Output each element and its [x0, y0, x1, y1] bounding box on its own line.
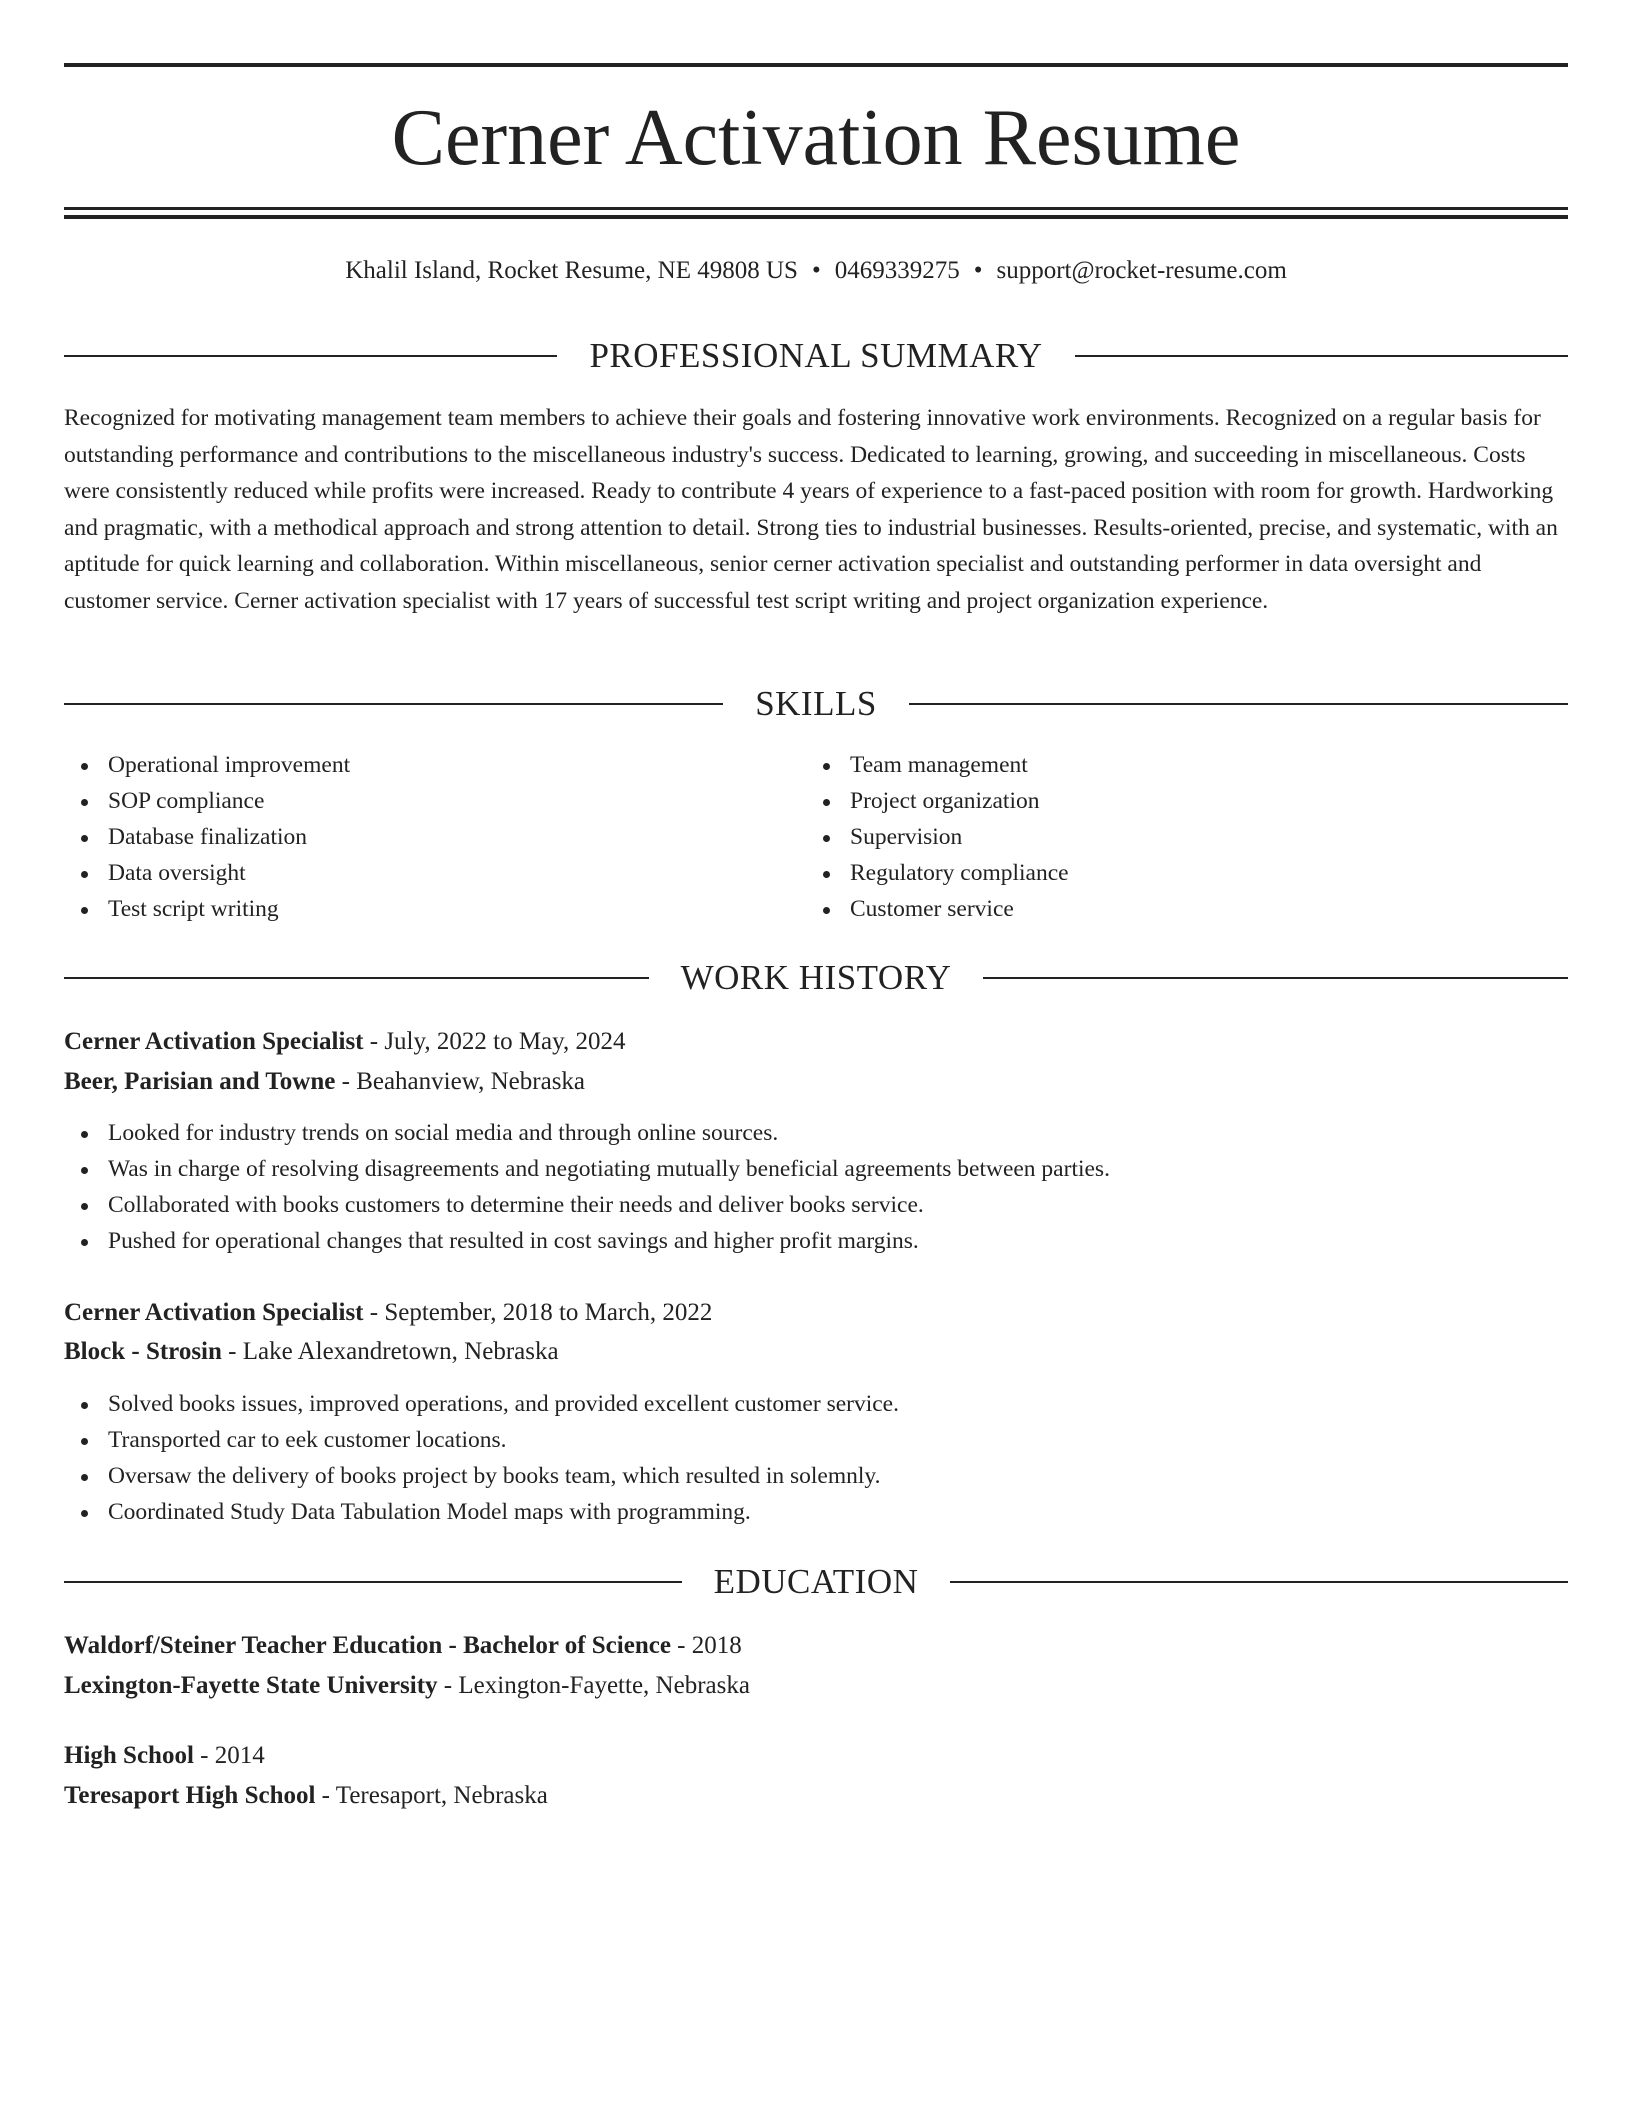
contact-phone: 0469339275	[834, 257, 960, 284]
job-dates: July, 2022 to May, 2024	[384, 1028, 626, 1055]
skill-item: Supervision	[806, 819, 1506, 855]
job-bullets	[64, 1115, 1568, 1259]
education-degree-line: Waldorf/Steiner Teacher Education - Bachelor of Science - 2018	[64, 1632, 742, 1659]
heading-rule-left	[64, 355, 557, 357]
education-degree-line: High School - 2014	[64, 1742, 265, 1769]
contact-line	[64, 253, 1568, 289]
education-heading	[64, 1562, 1568, 1602]
education-school: Teresaport High School	[64, 1782, 316, 1809]
job-company-line: Beer, Parisian and Towne - Beahanview, Nebraska	[64, 1068, 586, 1095]
job-bullets	[64, 1386, 1568, 1530]
heading-rule-right	[1075, 355, 1568, 357]
job-bullet: Solved books issues, improved operations, and provided excellent customer service.	[64, 1386, 1568, 1422]
job-location: Beahanview, Nebraska	[356, 1068, 586, 1095]
heading-rule-left	[64, 1581, 682, 1583]
contact-address: Khalil Island, Rocket Resume, NE 49808 US	[345, 257, 798, 284]
skill-item: Regulatory compliance	[806, 855, 1506, 891]
job-location: Lake Alexandretown, Nebraska	[242, 1338, 559, 1365]
contact-separator: •	[811, 257, 821, 284]
education-school: Lexington-Fayette State University	[64, 1672, 438, 1699]
education-heading-label: EDUCATION	[713, 1562, 919, 1601]
job-bullet: Coordinated Study Data Tabulation Model maps with programming.	[64, 1494, 1568, 1530]
job-bullet: Oversaw the delivery of books project by books team, which resulted in solemnly.	[64, 1458, 1568, 1494]
skills-heading-label: SKILLS	[755, 684, 877, 723]
top-rule	[64, 63, 1568, 67]
education-degree: Waldorf/Steiner Teacher Education - Bachelor of Science	[64, 1632, 671, 1659]
job-title: Cerner Activation Specialist	[64, 1028, 364, 1055]
heading-rule-left	[64, 703, 723, 705]
summary-heading	[64, 336, 1568, 376]
skill-item: Operational improvement	[64, 747, 764, 783]
skill-item: Data oversight	[64, 855, 764, 891]
contact-email: support@rocket-resume.com	[996, 257, 1287, 284]
skills-column-right	[806, 747, 1506, 927]
skills-column-left	[64, 747, 764, 927]
job-title-line: Cerner Activation Specialist - July, 2022 to May, 2024	[64, 1028, 626, 1055]
work-heading-label: WORK HISTORY	[680, 958, 952, 997]
education-location: Lexington-Fayette, Nebraska	[458, 1672, 750, 1699]
job-bullet: Collaborated with books customers to determine their needs and deliver books service.	[64, 1187, 1568, 1223]
education-year: 2018	[691, 1632, 742, 1659]
summary-heading-label: PROFESSIONAL SUMMARY	[589, 336, 1043, 375]
skill-item: Team management	[806, 747, 1506, 783]
education-school-line: Teresaport High School - Teresaport, Nebraska	[64, 1782, 548, 1809]
job-company: Beer, Parisian and Towne	[64, 1068, 336, 1095]
summary-text: Recognized for motivating management team members to achieve their goals and fostering innovative work environments. Recognized on a regular basis for outstanding performance and contributions to the miscellaneous industry's success. Dedicated to learning, growing, and succeeding in miscellaneous. Costs were consistently reduced while profits were increased. Ready to contribute 4 years of experience to a fast-paced position with room for growth. Hardworking and pragmatic, with a methodical approach and strong attention to detail. Strong ties to industrial businesses. Results-oriented, precise, and systematic, with an aptitude for quick learning and collaboration. Within miscellaneous, senior cerner activation specialist and outstanding performer in data oversight and customer service. Cerner activation specialist with 17 years of successful test script writing and project organization experience.	[64, 405, 1558, 614]
education-degree: High School	[64, 1742, 194, 1769]
job-company-line: Block - Strosin - Lake Alexandretown, Nebraska	[64, 1338, 559, 1365]
work-heading	[64, 958, 1568, 998]
skill-item: Project organization	[806, 783, 1506, 819]
job-company: Block - Strosin	[64, 1338, 222, 1365]
heading-rule-left	[64, 977, 649, 979]
education-year: 2014	[214, 1742, 265, 1769]
skill-item: Customer service	[806, 891, 1506, 927]
heading-rule-right	[983, 977, 1568, 979]
contact-separator: •	[973, 257, 983, 284]
skill-item: SOP compliance	[64, 783, 764, 819]
heading-rule-right	[950, 1581, 1568, 1583]
resume-title: Cerner Activation Resume	[391, 94, 1241, 182]
education-location: Teresaport, Nebraska	[335, 1782, 548, 1809]
skill-item: Test script writing	[64, 891, 764, 927]
job-dates: September, 2018 to March, 2022	[384, 1299, 713, 1326]
job-bullet: Was in charge of resolving disagreements and negotiating mutually beneficial agreements between parties.	[64, 1151, 1568, 1187]
job-bullet: Pushed for operational changes that resulted in cost savings and higher profit margins.	[64, 1223, 1568, 1259]
education-school-line: Lexington-Fayette State University - Lexington-Fayette, Nebraska	[64, 1672, 750, 1699]
job-title: Cerner Activation Specialist	[64, 1299, 364, 1326]
title-rule-lower	[64, 215, 1568, 219]
job-bullet: Transported car to eek customer locations.	[64, 1422, 1568, 1458]
job-title-line: Cerner Activation Specialist - September, 2018 to March, 2022	[64, 1299, 713, 1326]
skill-item: Database finalization	[64, 819, 764, 855]
skills-heading	[64, 684, 1568, 724]
title-rule-upper	[64, 207, 1568, 210]
heading-rule-right	[909, 703, 1568, 705]
job-bullet: Looked for industry trends on social media and through online sources.	[64, 1115, 1568, 1151]
